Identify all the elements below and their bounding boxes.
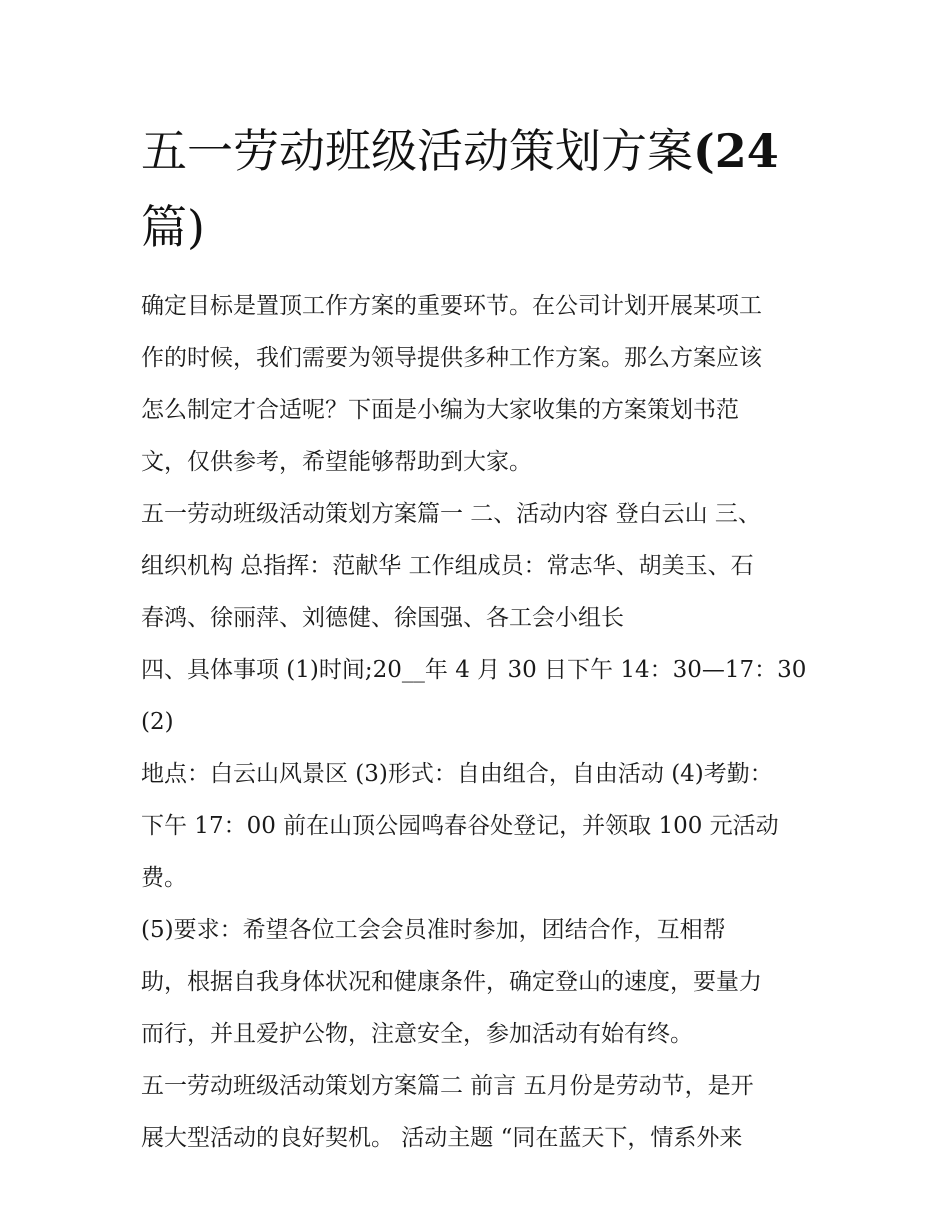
paragraph-line: 作的时候，我们需要为领导提供多种工作方案。那么方案应该 (141, 345, 762, 371)
paragraph-line: (5)要求：希望各位工会会员准时参加，团结合作，互相帮 (141, 917, 726, 943)
paragraph-line: 四、具体事项 (1)时间;20__年 4 月 30 日下午 14：30—17：30 (2) (141, 657, 807, 735)
paragraph-line: 下午 17：00 前在山顶公园鸣春谷处登记，并领取 100 元活动 (141, 813, 779, 839)
paragraph-line: 展大型活动的良好契机。 活动主题 “同在蓝天下，情系外来 (141, 1125, 743, 1151)
paragraph (141, 644, 821, 904)
title-count: (24 (693, 124, 779, 178)
document-body (141, 280, 821, 1164)
paragraph-line: 五一劳动班级活动策划方案篇二 前言 五月份是劳动节，是开 (141, 1073, 754, 1099)
paragraph (141, 904, 821, 1060)
paragraph-line: 而行，并且爱护公物，注意安全，参加活动有始有终。 (141, 1021, 693, 1047)
paragraph (141, 488, 821, 644)
paragraph-line: 确定目标是置顶工作方案的重要环节。在公司计划开展某项工 (141, 293, 762, 319)
paragraph-line: 五一劳动班级活动策划方案篇一 二、活动内容 登白云山 三、 (141, 501, 761, 527)
paragraph-line: 怎么制定才合适呢？下面是小编为大家收集的方案策划书范 (141, 397, 739, 423)
paragraph-line: 费。 (141, 865, 187, 891)
paragraph-line: 春鸿、徐丽萍、刘德健、徐国强、各工会小组长 (141, 605, 624, 631)
title-main: 五一劳动班级活动策划方案 (141, 124, 693, 178)
paragraph-line: 组织机构 总指挥：范献华 工作组成员：常志华、胡美玉、石 (141, 553, 754, 579)
paragraph-line: 地点：白云山风景区 (3)形式：自由组合，自由活动 (4)考勤： (141, 761, 773, 787)
paragraph (141, 280, 821, 488)
paragraph (141, 1060, 821, 1164)
title-tail: 篇) (141, 200, 205, 254)
document-title (141, 113, 821, 265)
paragraph-line: 助，根据自我身体状况和健康条件，确定登山的速度，要量力 (141, 969, 762, 995)
paragraph-line: 文，仅供参考，希望能够帮助到大家。 (141, 449, 532, 475)
